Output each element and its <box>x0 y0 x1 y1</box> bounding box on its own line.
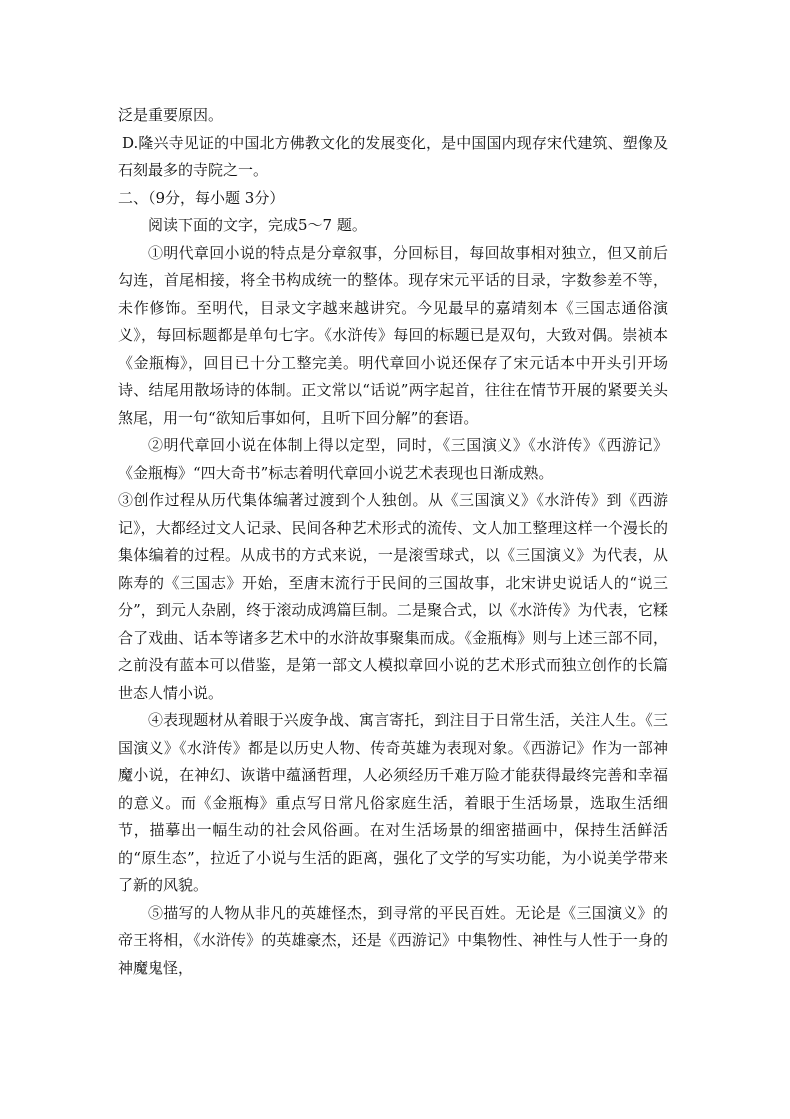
reading-instruction: 阅读下面的文字，完成5～7 题。 <box>148 216 367 234</box>
paragraph-2: ②明代章回小说在体制上得以定型，同时，《三国演义》《水浒传》《西游记》《金瓶梅》“四大奇书”标志着明代章回小说艺术表现也日渐成熟。 <box>118 436 668 482</box>
option-d: D.隆兴寺见证的中国北方佛教文化的发展变化，是中国国内现存宋代建筑、塑像及石刻最多的寺院之一。 <box>118 133 668 179</box>
document-body <box>118 102 668 982</box>
paragraph-3: ③创作过程从历代集体编著过渡到个人独创。从《三国演义》《水浒传》到《西游记》，大都经过文人记录、民间各种艺术形式的流传、文人加工整理这样一个漫长的集体编着的过程。从成书的方式来说，一是滚雪球式，以《三国演义》为代表，从陈寿的《三国志》开始，至唐末流行于民间的三国故事，北宋讲史说话人的“说三分”，到元人杂剧，终于滚动成鸿篇巨制。二是聚合式，以《水浒传》为代表，它糅合了戏曲、话本等诸多艺术中的水浒故事聚集而成。《金瓶梅》则与上述三部不同，之前没有蓝本可以借鉴，是第一部文人模拟章回小说的艺术形式而独立创作的长篇世态人情小说。 <box>118 491 668 702</box>
section-heading: 二、（9分，每小题 3分） <box>118 188 285 207</box>
continued-text: 泛是重要原因。 <box>118 106 224 124</box>
paragraph-5: ⑤描写的人物从非凡的英雄怪杰，到寻常的平民百姓。无论是《三国演义》的帝王将相，《水浒传》的英雄豪杰，还是《西游记》中集物性、神性与人性于一身的神魔鬼怪， <box>118 903 668 977</box>
paragraph-1: ①明代章回小说的特点是分章叙事，分回标目，每回故事相对独立，但又前后勾连，首尾相接，将全书构成统一的整体。现存宋元平话的目录，字数参差不等，未作修饰。至明代，目录文字越来越讲究。今见最早的嘉靖刻本《三国志通俗演义》，每回标题都是单句七字。《水浒传》每回的标题已是双句，大致对偶。崇祯本《金瓶梅》，回目已十分工整完美。明代章回小说还保存了宋元话本中开头引开场诗、结尾用散场诗的体制。正文常以“话说”两字起首，往往在情节开展的紧要关头煞尾，用一句“欲知后事如何，且听下回分解”的套语。 <box>118 243 668 427</box>
paragraph-4: ④表现题材从着眼于兴废争战、寓言寄托，到注目于日常生活，关注人生。《三国演义》《水浒传》都是以历史人物、传奇英雄为表现对象。《西游记》作为一部神魔小说，在神幻、诙谐中蕴涵哲理，人必须经历千难万险才能获得最终完善和幸福的意义。而《金瓶梅》重点写日常凡俗家庭生活，着眼于生活场景，选取生活细节，描摹出一幅生动的社会风俗画。在对生活场景的细密描画中，保持生活鲜活的“原生态”，拉近了小说与生活的距离，强化了文学的写实功能，为小说美学带来了新的风貌。 <box>118 711 668 894</box>
